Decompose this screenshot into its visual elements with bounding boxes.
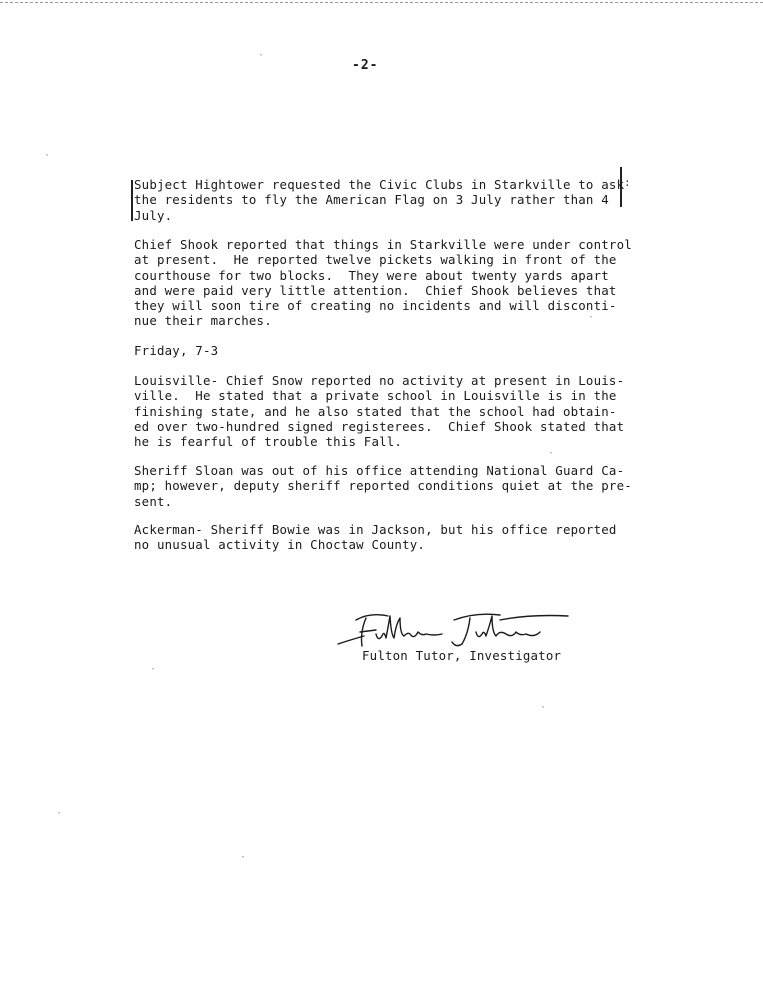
paragraph-louisville-report: Louisville- Chief Snow reported no activity at present in Louis- ville. He stated that a private school in Louisville is in the finishing state, and he also stated that the school had obtain- ed over two-hundred signed registerees. Chief Shook stated that he is fearful of trouble this Fall. — [134, 373, 625, 450]
paragraph-starkville-report: Chief Shook reported that things in Starkville were under control at present. He reported twelve pickets walking in front of the courthouse for two blocks. They were about twenty yards apart and were paid very little attention. Chief Shook believes that they will soon tire of creating no incidents and will disconti- nue their marches. — [134, 237, 632, 329]
scan-speck: · — [150, 664, 157, 675]
page-top-edge — [0, 2, 763, 6]
page-number: -2- — [352, 58, 379, 73]
scan-speck: · — [258, 50, 265, 61]
paragraph-hightower: Subject Hightower requested the Civic Clubs in Starkville to ask the residents to fly the American Flag on 3 July rather than 4 July. — [134, 177, 625, 223]
margin-bracket-left — [131, 180, 133, 221]
date-heading: Friday, 7-3 — [134, 343, 219, 358]
scan-speck: · — [240, 852, 247, 863]
paragraph-sheriff-sloan: Sheriff Sloan was out of his office attending National Guard Ca- mp; however, deputy sheriff reported conditions quiet at the pre- sent. — [134, 463, 632, 509]
scan-speck: · — [44, 150, 51, 161]
paragraph-ackerman-report: Ackerman- Sheriff Bowie was in Jackson, but his office reported no unusual activity in Choctaw County. — [134, 522, 617, 553]
scan-speck: · — [548, 448, 555, 459]
scan-speck: · — [56, 808, 63, 819]
margin-mark: : — [624, 176, 631, 189]
scan-speck: · — [588, 312, 595, 323]
investigator-name: Fulton Tutor, Investigator — [362, 648, 562, 663]
scan-speck: · — [540, 702, 547, 713]
